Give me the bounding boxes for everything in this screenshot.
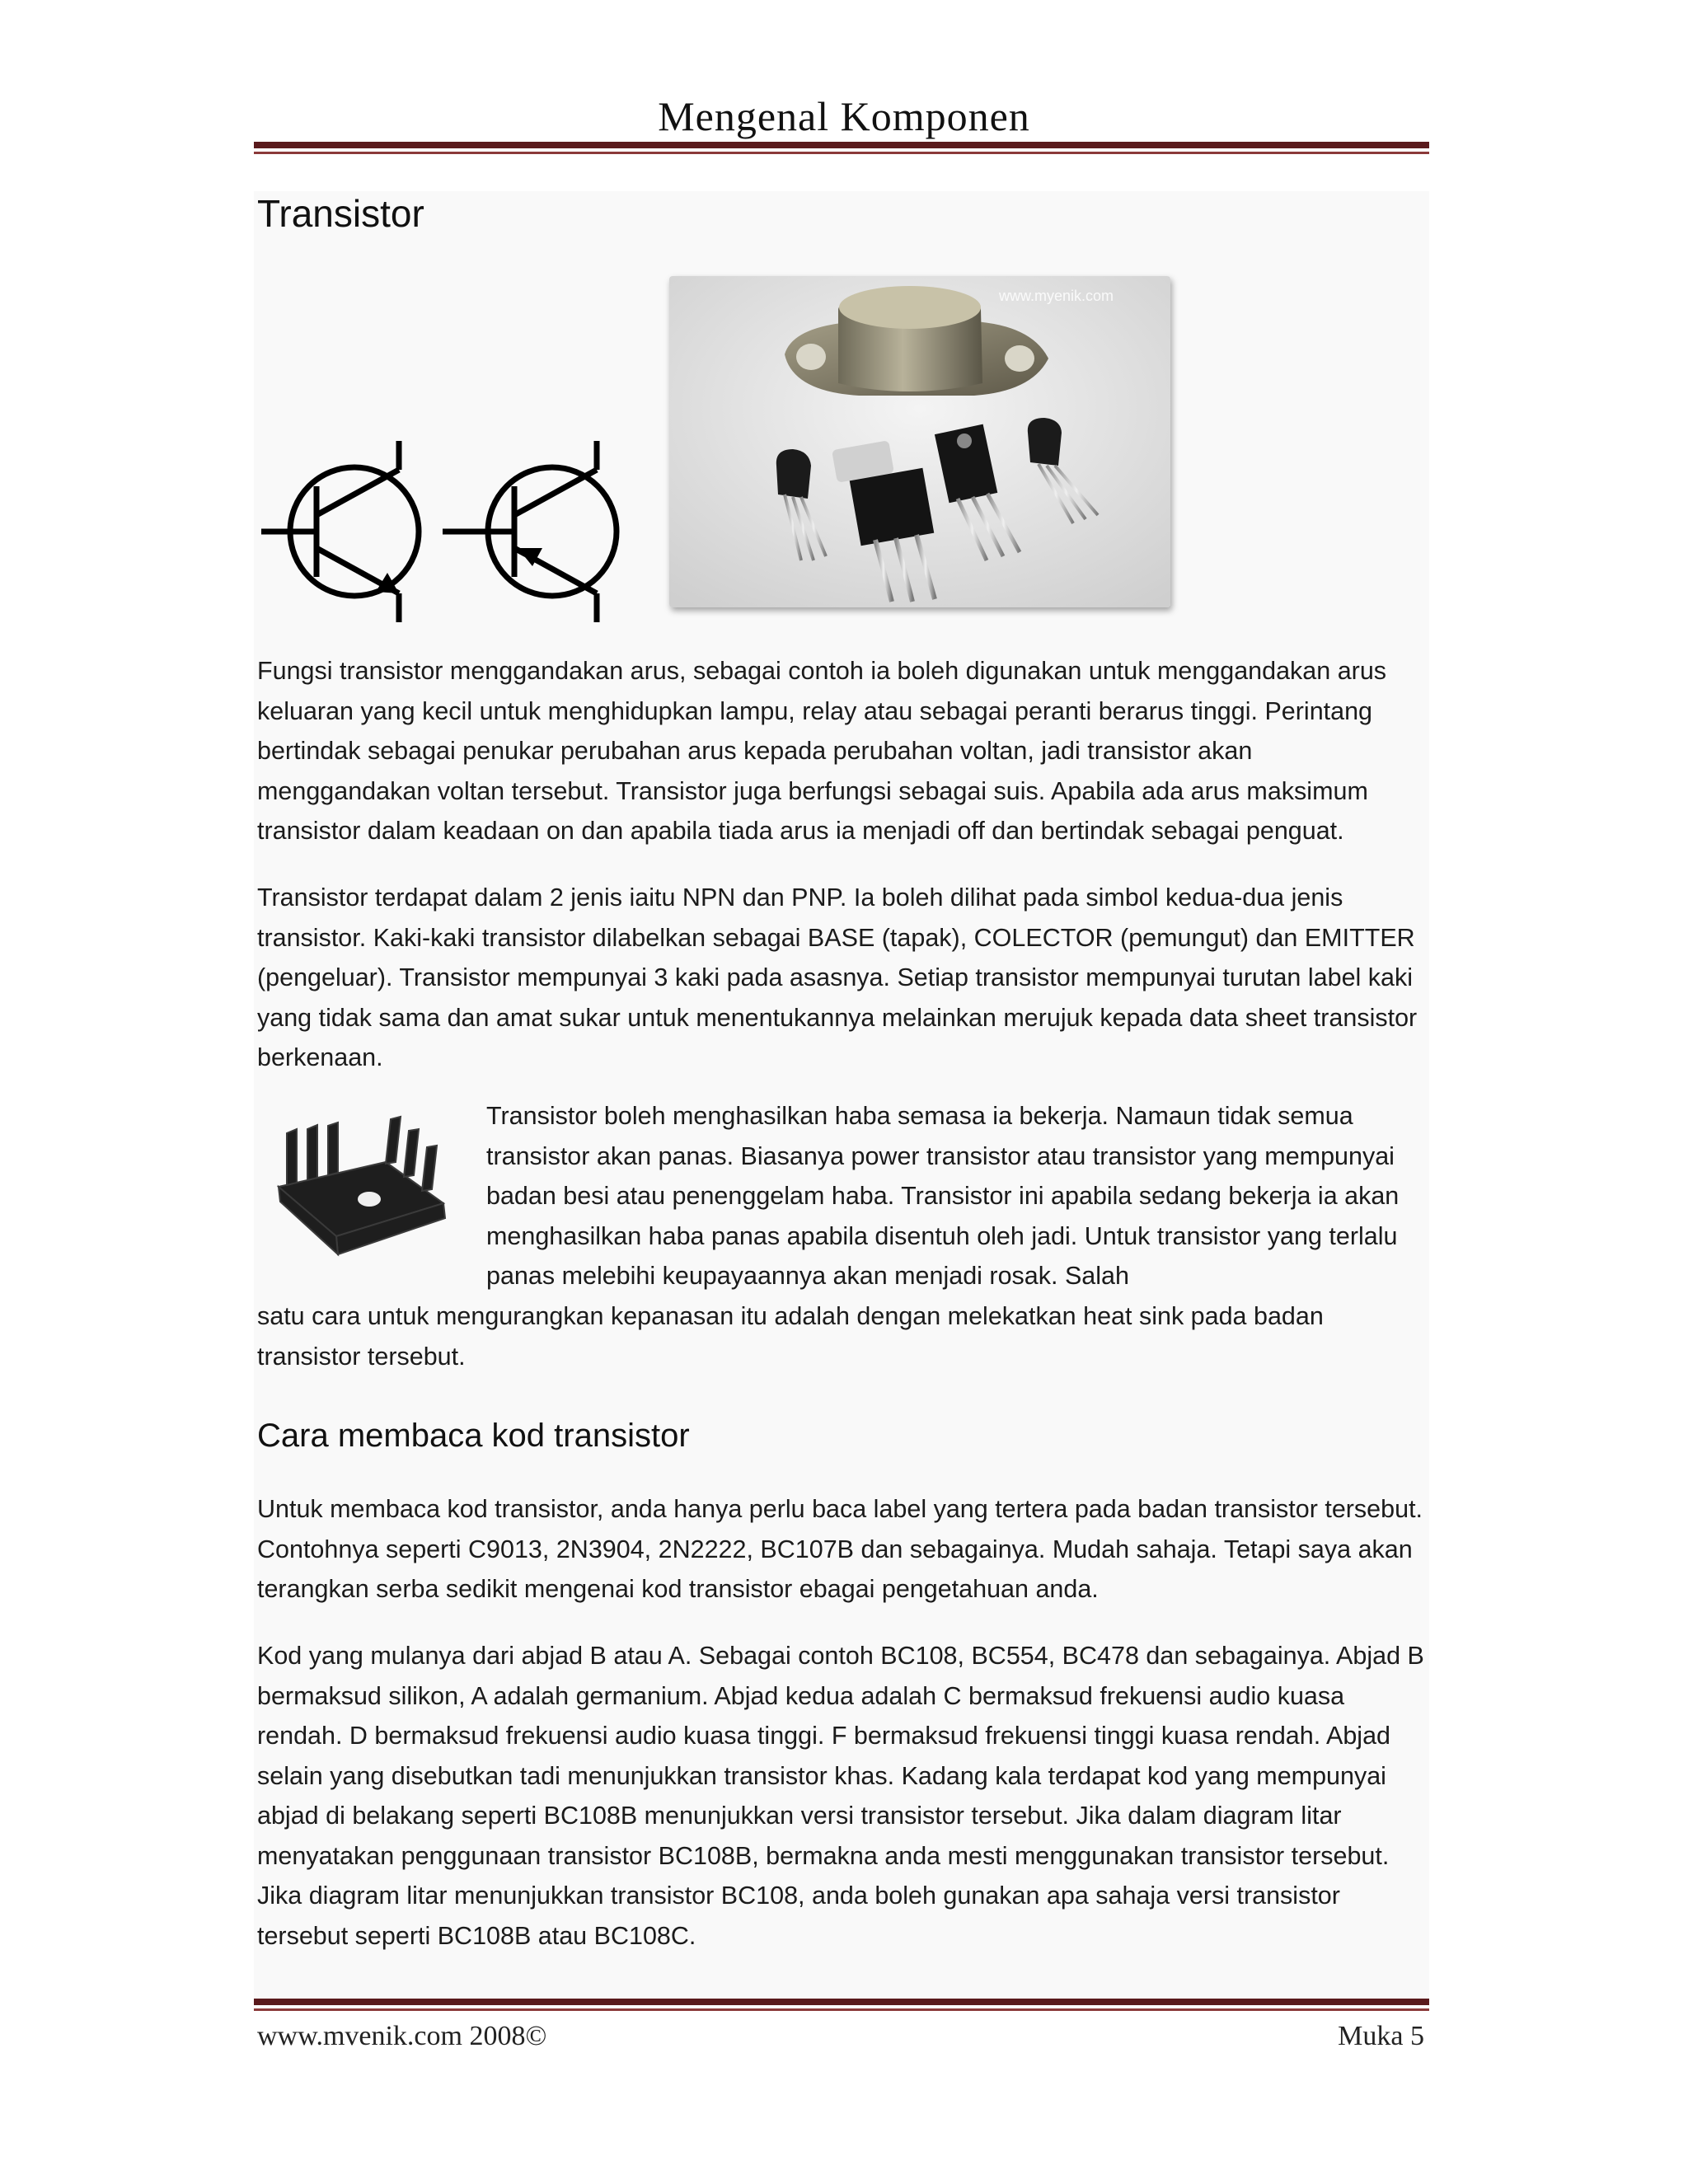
heat-sink-image [262, 1113, 456, 1269]
transistor-symbols-diagram [257, 441, 645, 622]
section-heading-read-code: Cara membaca kod transistor [257, 1418, 690, 1454]
pnp-symbol [443, 441, 617, 622]
page-header-title: Mengenal Komponen [658, 93, 1030, 139]
paragraph-heat-sink: satu cara untuk mengurangkan kepanasan itu adalah dengan melekatkan heat sink pada badan transistor tersebut. [257, 1302, 1324, 1371]
footer-website: www.mvenik.com 2008© [257, 2021, 547, 2051]
footer-divider [254, 1999, 1429, 2011]
paragraph-heat-generation: Transistor boleh menghasilkan haba semasa ia bekerja. Namaun tidak semua transistor akan panas. Biasanya power transistor atau transistor yang mempunyai badan besi atau penenggelam haba. Transistor ini apabila sedang bekerja ia akan menghasilkan haba panas apabila disentuh oleh jadi. Untuk transistor yang terlalu panas melebihi keupayaannya akan menjadi rosak. Salah [486, 1102, 1400, 1290]
paragraph-read-label: Untuk membaca kod transistor, anda hanya perlu baca label yang tertera pada badan transistor tersebut. Contohnya seperti C9013, 2N3904, 2N2222, BC107B dan sebagainya. Mudah sahaja. Tetapi saya akan terangkan serba sedikit mengenai kod transistor ebagai pengetahuan anda. [257, 1495, 1423, 1603]
paragraph-code-meaning: Kod yang mulanya dari abjad B atau A. Sebagai contoh BC108, BC554, BC478 dan sebagainya. Abjad B bermaksud silikon, A adalah germanium. Abjad kedua adalah C bermaksud frekuensi audio kuasa rendah. D bermaksud frekuensi audio kuasa tinggi. F bermaksud frekuensi tinggi kuasa rendah. Abjad selain yang disebutkan tadi menunjukkan transistor khas. Kadang kala terdapat kod yang mempunyai abjad di belakang seperti BC108B menunjukkan versi transistor tersebut. Jika dalam diagram litar menyatakan penggunaan transistor BC108B, bermakna anda mesti menggunakan transistor tersebut. Jika diagram litar menunjukkan transistor BC108, anda boleh gunakan apa sahaja versi transistor tersebut seperti BC108B atau BC108C. [257, 1642, 1424, 1950]
paragraph-transistor-types: Transistor terdapat dalam 2 jenis iaitu NPN dan PNP. Ia boleh dilihat pada simbol kedua-dua jenis transistor. Kaki-kaki transistor dilabelkan sebagai BASE (tapak), COLECTOR (pemungut) dan EMITTER (pengeluar). Transistor mempunyai 3 kaki pada asasnya. Setiap transistor mempunyai turutan label kaki yang tidak sama dan amat sukar untuk menentukannya melainkan merujuk kepada data sheet transistor berkenaan. [257, 883, 1418, 1071]
footer-page-number: Muka 5 [1338, 2021, 1424, 2051]
npn-symbol [261, 441, 419, 622]
transistor-photo [669, 276, 1170, 607]
section-heading-transistor: Transistor [257, 192, 424, 235]
header-divider [254, 142, 1429, 154]
photo-watermark: www.myenik.com [999, 288, 1114, 304]
paragraph-transistor-function: Fungsi transistor menggandakan arus, sebagai contoh ia boleh digunakan untuk menggandakan arus keluaran yang kecil untuk menghidupkan lampu, relay atau sebagai peranti berarus tinggi. Perintang bertindak sebagai penukar perubahan arus kepada perubahan voltan, jadi transistor akan menggandakan voltan tersebut. Transistor juga berfungsi sebagai suis. Apabila ada arus maksimum transistor dalam keadaan on dan apabila tiada arus ia menjadi off dan bertindak sebagai penguat. [257, 657, 1387, 845]
